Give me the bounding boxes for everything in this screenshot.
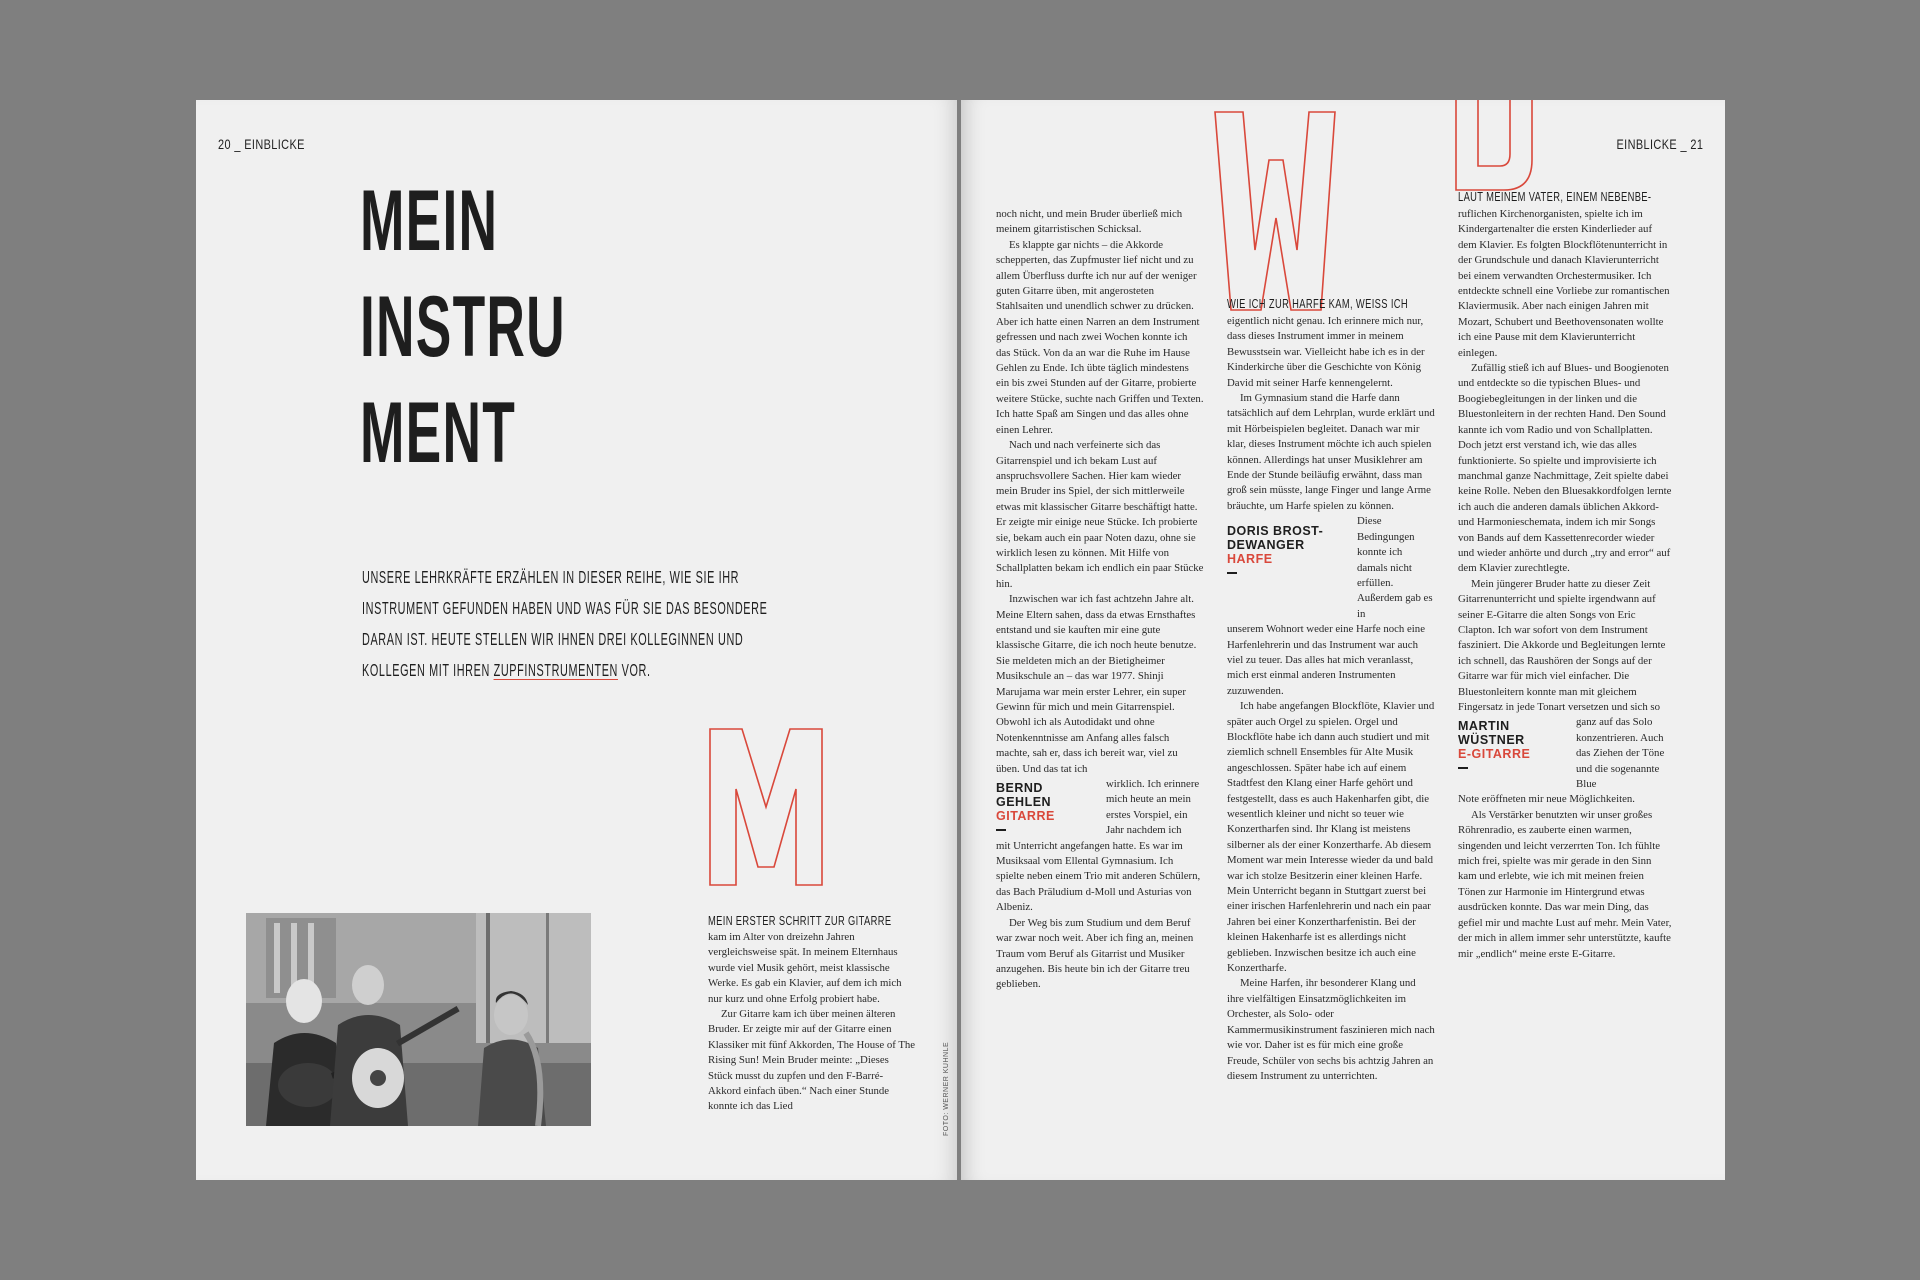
paragraph: Der Weg bis zum Studium und dem Beruf war zwar noch weit. Aber ich fing an, meinen Traum vom Beruf als Gitarrist und Musiker anzugehen. Bis heute bin ich der Gitarre treu geblieben. bbox=[996, 916, 1194, 991]
intro-text-part: VOR. bbox=[618, 660, 651, 680]
byline-dash bbox=[996, 829, 1006, 831]
paragraph: ruflichen Kirchenorganisten, spielte ich im Kindergartenalter die ersten Kinderlieder auf dem Klavier. Es folgten Blockflötenunterricht in der Grundschule und danach Klavierunterricht bei einem verwandten Orchestermusiker. Ich entdeckte schnell eine Vorliebe zur romantischen Klaviermusik. Aber nach einigen Jahren mit Mozart, Schubert und Beethovensonaten wollte ich eine Pause mit dem Klavierunterricht einlegen. bbox=[1458, 208, 1670, 359]
byline-name: WÜSTNER bbox=[1458, 733, 1525, 748]
text-column-brost bbox=[1227, 314, 1435, 1084]
headline-line: MEIN bbox=[360, 173, 499, 269]
text-column-gehlen bbox=[996, 207, 1204, 993]
paragraph: Es klappte gar nichts – die Akkorde schepperten, das Zupfmuster lief nicht und zu allem Überfluss durfte ich nur auf der weniger guten Gitarre üben, mit angerosteten Stahlsaiten und unendlich schwer zu drücken. Aber ich hatte einen Narren an dem Instrument gefressen und nach zwei Wochen konnte ich das Stück. Von da an war die Ruhe im Hause Gehlen zu Ende. Ich übte täglich mindestens ein bis zwei Stunden auf der Gitarre, probierte weitere Stücke, suchte nach Griffen und Texten. Ich hatte Spaß am Singen und das alles ohne einen Lehrer. bbox=[996, 238, 1204, 436]
byline-dash bbox=[1458, 767, 1468, 769]
byline-wuestner bbox=[1458, 719, 1576, 792]
left-page bbox=[196, 100, 957, 1180]
headline-line: MENT bbox=[360, 385, 517, 481]
paragraph: unserem Wohnort weder eine Harfe noch eine Harfenlehrerin und das Instrument war auch viel zu teuer. Das alles hat mich veranlasst, mich erst einmal anderen Instrumenten zuzuwenden. bbox=[1227, 623, 1425, 697]
paragraph: Note eröffneten mir neue Möglichkeiten. bbox=[1458, 793, 1635, 806]
section-heading: WIE ICH ZUR HARFE KAM, WEISS ICH bbox=[1227, 296, 1409, 311]
text-column-wuestner bbox=[1458, 207, 1672, 962]
byline-instrument: HARFE bbox=[1227, 552, 1273, 567]
paragraph: Ich habe angefangen Blockflöte, Klavier und später auch Orgel zu spielen. Orgel und Blockflöte habe ich dann auch studiert und mit ziemlich schnell Ensembles für Alte Musik angeschlossen. Später habe ich auf einem Stadtfest den Klang einer Harfe gehört und festgestellt, dass es auch Hakenharfen gibt, die wesentlich kleiner und nicht so teuer wie Konzertharfen sind. Ihr Klang ist meistens silberner als der einer Konzertharfe. Ab diesem Moment war mein Interesse wieder da und bald war ich stolze Besitzerin einer kleinen Harfe. Mein Unterricht begann in Stuttgart zuerst bei einer irischen Harfenlehrerin und nach ein paar Jahren bei einer Konzertharfenistin. Bei der kleinen Hakenharfe ist es allerdings nicht geblieben. Inzwischen besitze ich auch eine Konzertharfe. bbox=[1227, 700, 1435, 975]
photo-credit: FOTO: WERNER KUHNLE bbox=[943, 1041, 950, 1136]
paragraph: Im Gymnasium stand die Harfe dann tatsächlich auf dem Lehrplan, wurde erklärt und mit Hörbeispielen begleitet. Danach war mir klar, dieses Instrument möchte ich auch spielen können. Allerdings hat unser Musiklehrer am Ende der Stunde beiläufig erwähnt, dass man groß sein müsste, lange Finger und lange Arme bräuchte, um Harfe spielen zu können. bbox=[1227, 392, 1435, 512]
paragraph: ganz auf das Solo konzentrieren. Auch das Ziehen der Töne und die sogenannte Blue bbox=[1576, 716, 1665, 791]
paragraph: Meine Harfen, ihr besonderer Klang und ihre vielfältigen Einsatzmöglichkeiten im Orchester, als Solo- oder Kammermusikinstrument faszinieren mich nach wie vor. Daher ist es für mich eine große Freude, Schüler von sechs bis achtzig Jahren an diesem Instrument zu unterrichten. bbox=[1227, 977, 1435, 1082]
section-heading: MEIN ERSTER SCHRITT ZUR GITARRE bbox=[708, 913, 892, 928]
byline-instrument: GITARRE bbox=[996, 809, 1055, 824]
byline-dash bbox=[1227, 572, 1237, 574]
page-folio: EINBLICKE _ 21 bbox=[1616, 136, 1703, 152]
byline-name: GEHLEN bbox=[996, 795, 1052, 810]
paragraph: wirklich. Ich erinnere mich heute an mein erstes Vorspiel, ein Jahr nachdem ich bbox=[1106, 778, 1200, 837]
headline bbox=[360, 168, 566, 486]
paragraph: Zufällig stieß ich auf Blues- und Boogienoten und entdeckte so die typischen Blues- und Boogiebegleitungen in der linken und die Bluestonleitern in der rechten Hand. Den Sound kannte ich vom Radio und von Schallplatten. Doch jetzt erst verstand ich, wie das alles funktionierte. So spielte und improvisierte ich manchmal ganze Nachmittage, Zeit spielte dabei keine Rolle. Neben den Bluesakkordfolgen lernte ich auch die anderen damals üblichen Akkord- und Harmonieschemata, indem ich mir Songs von Bands auf dem Kassettenrecorder wieder und wieder anhörte und durch „try and error“ auf dem Klavier zurechtlegte. bbox=[1458, 362, 1672, 575]
right-page bbox=[961, 100, 1725, 1180]
byline-gehlen bbox=[996, 781, 1106, 839]
paragraph: mit Unterricht angefangen hatte. Es war im Musiksaal vom Ellental Gymnasium. Ich spielte neben einem Trio mit anderen Schülern, das Bach Präludium d-Moll und Asturias von Albeniz. bbox=[996, 839, 1201, 914]
musicians-photo bbox=[246, 913, 591, 1126]
paragraph: noch nicht, und mein Bruder überließ mich meinem gitarristischen Schicksal. bbox=[996, 208, 1183, 236]
paragraph: Inzwischen war ich fast achtzehn Jahre alt. Meine Eltern sahen, dass da etwas Ernsthaftes entstand und sie kauften mir eine gute klassische Gitarre, die ich noch heute benutze. Sie meldeten mich an der Bietigheimer Musikschule an – das war 1977. Shinji Marujama war mein erster Lehrer, ein super Gewinn für mich und mein Gitarrenspiel. Obwohl ich als Autodidakt und ohne Notenkenntnisse am Anfang alles falsch machte, sah er, dass ich bereit war, viel zu üben. Und das tat ich bbox=[996, 593, 1197, 775]
byline-instrument: E-GITARRE bbox=[1458, 747, 1531, 762]
page-folio: 20 _ EINBLICKE bbox=[218, 136, 305, 152]
intro-text-part: UNSERE LEHRKRÄFTE ERZÄHLEN IN DIESER REIHE, WIE SIE IHR INSTRUMENT GEFUNDEN HABEN UND WAS FÜR SIE DAS BESONDERE DARAN IST. HEUTE STELLEN WIR IHNEN DREI KOLLEGINNEN UND KOLLEGEN MIT IHREN bbox=[362, 567, 768, 680]
byline-name: MARTIN bbox=[1458, 719, 1510, 734]
paragraph: Nach und nach verfeinerte sich das Gitarrenspiel und ich bekam Lust auf anspruchsvollere Sachen. Hier kam wieder mein Bruder ins Spiel, der sich mittlerweile etwas mit klassischer Gitarre beschäftigt hatte. Er zeigte mir einige neue Stücke. Ich probierte sie, bekam auch ein paar Noten dazu, ohne sie wirklich lesen zu können. Mit Hilfe von Schallplatten bekam ich endlich ein paar Stücke hin. bbox=[996, 439, 1204, 590]
paragraph: Als Verstärker benutzten wir unser großes Röhrenradio, es zauberte einen warmen, singenden und leicht verzerrten Ton. Ich fühlte mich frei, spielte was mir gerade in den Sinn kam und erlebte, wie ich mit meinen freien Tönen zur Harmonie im Hintergrund etwas ausdrücken konnte. Das war mein Ding, das gefiel mir und machte Lust auf mehr. Mein Vater, der mich in allem immer sehr unterstützte, kaufte mir „endlich“ meine erste E-Gitarre. bbox=[1458, 808, 1672, 960]
paragraph: eigentlich nicht genau. Ich erinnere mich nur, dass dieses Instrument immer in meinem Bewusstsein war. Vielleicht habe ich es in der Kinderkirche über die Geschichte von König David mit seiner Harfe kennengelernt. bbox=[1227, 315, 1425, 389]
byline-name: DORIS BROST- bbox=[1227, 524, 1324, 539]
outline-letter-m bbox=[708, 727, 824, 887]
paragraph: Mein jüngerer Bruder hatte zu dieser Zeit Gitarrenunterricht und spielte irgendwann auf seiner E-Gitarre die alten Songs von Eric Clapton. Ich war sofort von dem Instrument fasziniert. Die Akkorde und Begleitungen lernte ich schnell, das Raushören der Songs auf der Gitarre war für mich viel einfacher. Die Bluestonleitern konnte man mit gleichem Fingersatz in jede Tonart versetzen und sich so bbox=[1458, 577, 1666, 713]
byline-brost bbox=[1227, 524, 1357, 622]
intro-highlight: ZUPFINSTRUMENTEN bbox=[493, 660, 619, 680]
byline-name: DEWANGER bbox=[1227, 538, 1305, 553]
text-column bbox=[708, 930, 916, 1115]
outline-letter-w bbox=[1213, 100, 1338, 312]
intro-text bbox=[362, 562, 796, 686]
paragraph: kam im Alter von dreizehn Jahren vergleichsweise spät. In meinem Elternhaus wurde viel Musik gehört, meist klassische Werke. Es gab ein Klavier, auf dem ich mich nur kurz und ohne Erfolg probiert habe. bbox=[708, 931, 902, 1005]
outline-letter-d bbox=[1454, 100, 1534, 192]
byline-name: BERND bbox=[996, 781, 1043, 796]
section-heading: LAUT MEINEM VATER, EINEM NEBENBE- bbox=[1458, 189, 1652, 204]
paragraph: Diese Bedingungen konnte ich damals nicht erfüllen. Außerdem gab es in bbox=[1357, 515, 1433, 620]
paragraph: Zur Gitarre kam ich über meinen älteren Bruder. Er zeigte mir auf der Gitarre einen Klassiker mit fünf Akkorden, The House of The Rising Sun! Mein Bruder meinte: „Dieses Stück musst du zupfen und den F-Barré-Akkord einfach üben.“ Nach einer Stunde konnte ich das Lied bbox=[708, 1008, 916, 1113]
headline-line: INSTRU bbox=[360, 279, 566, 375]
